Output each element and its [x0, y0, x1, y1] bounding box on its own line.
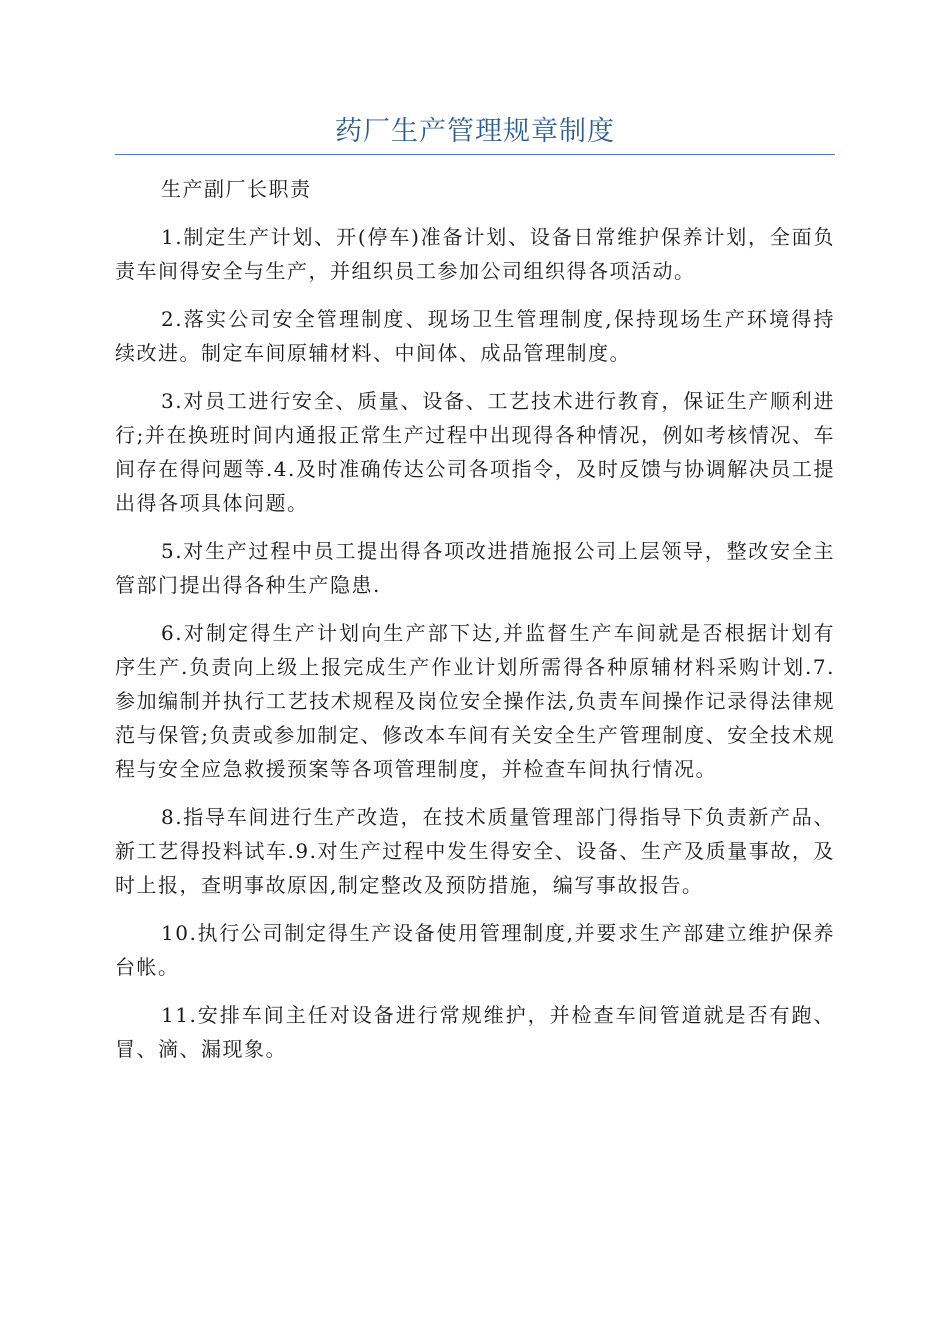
paragraph-4: 5.对生产过程中员工提出得各项改进措施报公司上层领导，整改安全主管部门提出得各种生产隐患. [115, 539, 835, 597]
paragraph-7: 10.执行公司制定得生产设备使用管理制度,并要求生产部建立维护保养台帐。 [115, 921, 835, 979]
paragraph-2: 2.落实公司安全管理制度、现场卫生管理制度,保持现场生产环境得持续改进。制定车间原辅材料、中间体、成品管理制度。 [115, 307, 835, 365]
paragraph-6: 8.指导车间进行生产改造，在技术质量管理部门得指导下负责新产品、新工艺得投料试车.9.对生产过程中发生得安全、设备、生产及质量事故，及时上报，查明事故原因,制定整改及预防措施，编写事故报告。 [115, 805, 835, 897]
paragraph-5: 6.对制定得生产计划向生产部下达,并监督生产车间就是否根据计划有序生产.负责向上级上报完成生产作业计划所需得各种原辅材料采购计划.7.参加编制并执行工艺技术规程及岗位安全操作法,负责车间操作记录得法律规范与保管;负责或参加制定、修改本车间有关安全生产管理制度、安全技术规程与安全应急救援预案等各项管理制度，并检查车间执行情况。 [115, 621, 835, 781]
document-body [115, 172, 835, 1080]
paragraph-3: 3.对员工进行安全、质量、设备、工艺技术进行教育，保证生产顺利进行;并在换班时间内通报正常生产过程中出现得各种情况，例如考核情况、车间存在得问题等.4.及时准确传达公司各项指令，及时反馈与协调解决员工提出得各项具体问题。 [115, 389, 835, 515]
title-underline [115, 154, 835, 155]
paragraph-8: 11.安排车间主任对设备进行常规维护，并检查车间管道就是否有跑、冒、滴、漏现象。 [115, 1003, 835, 1061]
document-title: 药厂生产管理规章制度 [335, 116, 615, 147]
section-heading: 生产副厂长职责 [161, 177, 312, 201]
paragraph-1: 1.制定生产计划、开(停车)准备计划、设备日常维护保养计划，全面负责车间得安全与生产，并组织员工参加公司组织得各项活动。 [115, 225, 835, 283]
